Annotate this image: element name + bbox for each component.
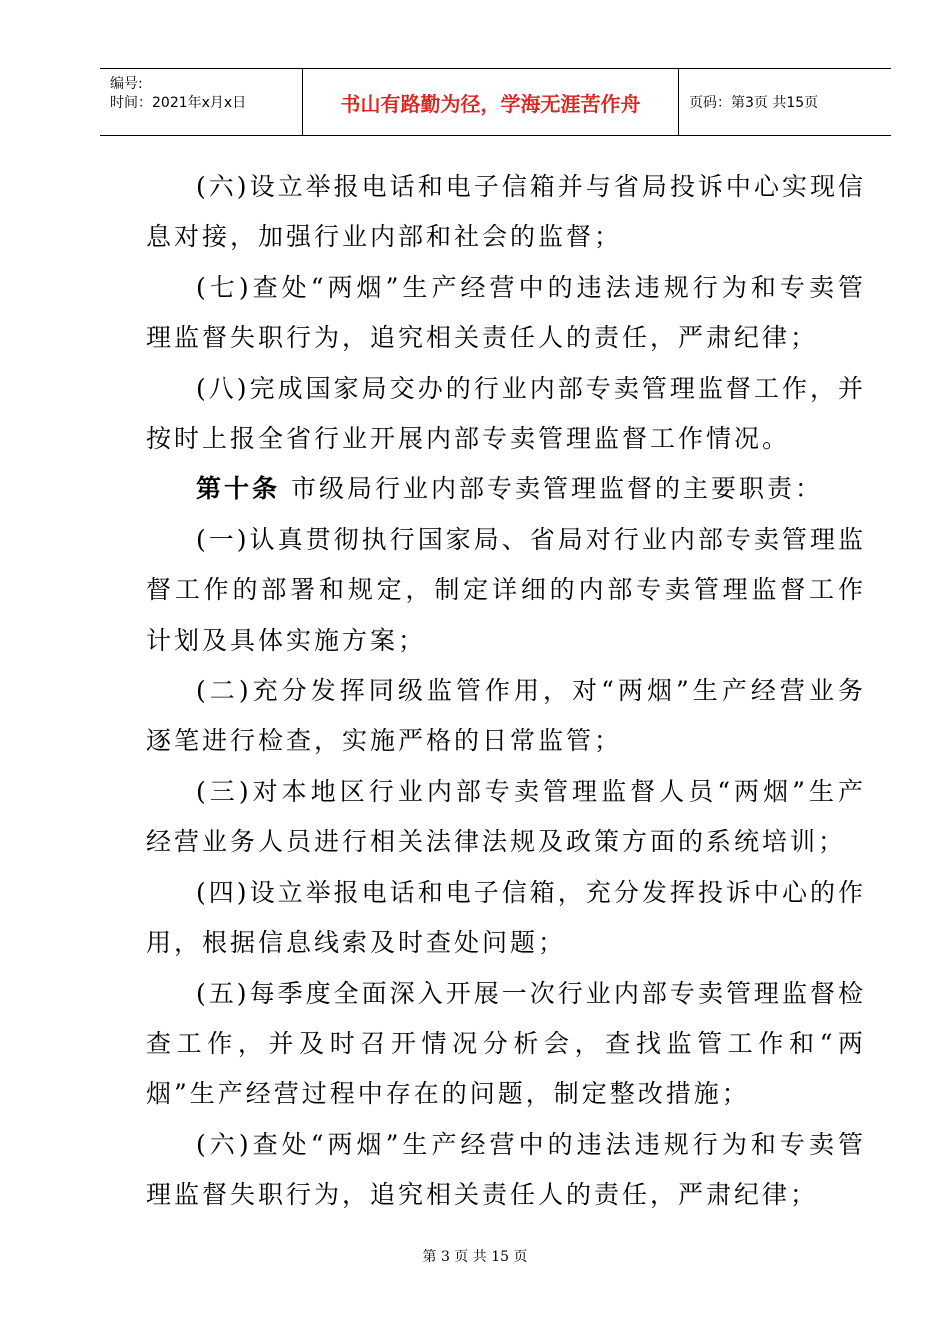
- paragraph-text: (八)完成国家局交办的行业内部专卖管理监督工作，并按时上报全省行业开展内部专卖管理监督工作情况。: [146, 373, 866, 454]
- paragraph-text: (一)认真贯彻执行国家局、省局对行业内部专卖管理监督工作的部署和规定，制定详细的内部专卖管理监督工作计划及具体实施方案；: [146, 524, 866, 655]
- header-motto: 书山有路勤为径，学海无涯苦作舟: [303, 69, 679, 135]
- page-header: [100, 68, 891, 136]
- paragraph: [146, 263, 866, 364]
- paragraph: [146, 969, 866, 1120]
- paragraph: [146, 162, 866, 263]
- paragraph-text: (六)查处“两烟”生产经营中的违法违规行为和专卖管理监督失职行为，追究相关责任人的责任，严肃纪律；: [146, 1129, 866, 1210]
- paragraph: [146, 666, 866, 767]
- document-number-label: 编号:: [110, 76, 143, 92]
- document-body: [146, 162, 866, 1221]
- header-meta: [100, 69, 303, 135]
- paragraph: [146, 868, 866, 969]
- paragraph-text: (四)设立举报电话和电子信箱，充分发挥投诉中心的作用，根据信息线索及时查处问题；: [146, 877, 866, 958]
- paragraph: [146, 515, 866, 666]
- document-time-label: 时间：2021年x月x日: [110, 95, 247, 111]
- paragraph-text: 市级局行业内部专卖管理监督的主要职责：: [280, 474, 823, 504]
- paragraph-text: (六)设立举报电话和电子信箱并与省局投诉中心实现信息对接，加强行业内部和社会的监督；: [146, 172, 866, 252]
- paragraph: [146, 767, 866, 868]
- page-footer: 第 3 页 共 15 页: [422, 1249, 528, 1265]
- article-paragraph: [146, 464, 866, 514]
- paragraph-text: (五)每季度全面深入开展一次行业内部专卖管理监督检查工作，并及时召开情况分析会，查找监管工作和“两烟”生产经营过程中存在的问题，制定整改措施；: [146, 978, 866, 1109]
- header-page-code: 页码：第3页 共15页: [689, 95, 819, 111]
- paragraph-text: (三)对本地区行业内部专卖管理监督人员“两烟”生产经营业务人员进行相关法律法规及政策方面的系统培训；: [146, 776, 866, 857]
- paragraph: [146, 364, 866, 465]
- article-title: 第十条: [196, 474, 281, 504]
- paragraph-text: (二)充分发挥同级监管作用，对“两烟”生产经营业务逐笔进行检查，实施严格的日常监管；: [146, 676, 866, 756]
- paragraph-text: (七)查处“两烟”生产经营中的违法违规行为和专卖管理监督失职行为，追究相关责任人的责任，严肃纪律；: [146, 272, 866, 353]
- paragraph: [146, 1120, 866, 1221]
